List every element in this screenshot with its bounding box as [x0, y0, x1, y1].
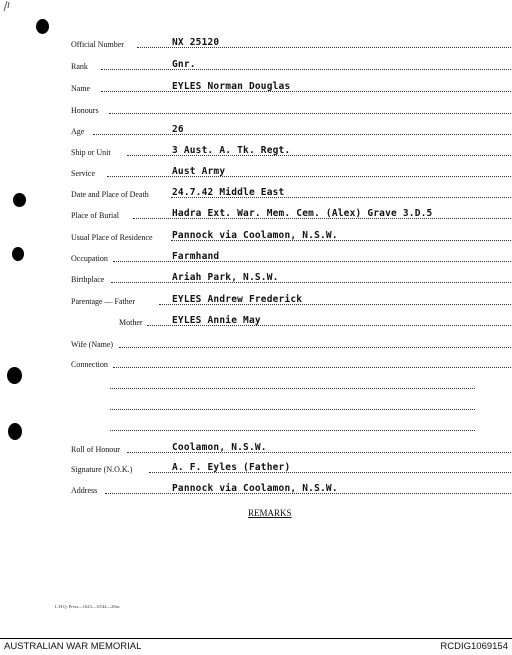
field-dotted-line	[107, 176, 512, 177]
field-dotted-line	[113, 367, 512, 368]
field-label: Age	[71, 127, 85, 136]
blank-dotted-line	[110, 409, 475, 410]
field-label: Service	[71, 169, 95, 178]
field-value: Farmhand	[172, 251, 220, 262]
field-label: Official Number	[71, 40, 124, 49]
printer-note: L.H.Q. Press—1623—10/44—20m.	[55, 604, 121, 609]
field-dotted-line	[101, 91, 512, 92]
field-label: Birthplace	[71, 275, 105, 284]
field-label: Wife (Name)	[71, 340, 114, 349]
field-label: Date and Place of Death	[71, 190, 149, 199]
field-label: Occupation	[71, 254, 108, 263]
archive-footer	[0, 638, 512, 655]
field-value: 3 Aust. A. Tk. Regt.	[172, 145, 291, 156]
field-label: Address	[71, 486, 98, 495]
punch-hole	[12, 247, 24, 261]
field-label: Ship or Unit	[71, 148, 111, 157]
punch-hole	[8, 423, 22, 440]
footer-institution: AUSTRALIAN WAR MEMORIAL	[4, 641, 142, 652]
field-label: Parentage — Father	[71, 297, 135, 306]
field-label: Place of Burial	[71, 211, 119, 220]
field-dotted-line	[119, 347, 512, 348]
field-value: Hadra Ext. War. Mem. Cem. (Alex) Grave 3.D.5	[172, 208, 433, 219]
field-value: NX 25120	[172, 37, 220, 48]
field-value: Ariah Park, N.S.W.	[172, 272, 279, 283]
field-dotted-line	[109, 113, 512, 114]
field-value: EYLES Norman Douglas	[172, 81, 291, 92]
field-label: Usual Place of Residence	[71, 233, 153, 242]
field-label: Honours	[71, 106, 99, 115]
punch-hole	[36, 19, 49, 34]
remarks-heading: REMARKS	[248, 508, 292, 518]
field-value: Pannock via Coolamon, N.S.W.	[172, 483, 338, 494]
field-value: Aust Army	[172, 166, 226, 177]
field-label: Name	[71, 84, 91, 93]
blank-dotted-line	[110, 430, 475, 431]
punch-hole	[13, 193, 26, 207]
blank-dotted-line	[110, 388, 475, 389]
footer-record-id: RCDIG1069154	[440, 641, 508, 652]
field-value: EYLES Annie May	[172, 315, 261, 326]
field-value: EYLES Andrew Frederick	[172, 294, 303, 305]
field-dotted-line	[93, 134, 512, 135]
field-dotted-line	[101, 69, 512, 70]
field-label: Connection	[71, 360, 108, 369]
field-value: Pannock via Coolamon, N.S.W.	[172, 230, 338, 241]
field-label: Signature (N.O.K.)	[71, 465, 133, 474]
field-value: 24.7.42 Middle East	[172, 187, 285, 198]
punch-hole	[7, 367, 22, 384]
field-value: Gnr.	[172, 59, 196, 70]
field-label: Roll of Honour	[71, 445, 120, 454]
field-value: A. F. Eyles (Father)	[172, 462, 291, 473]
field-value: Coolamon, N.S.W.	[172, 442, 267, 453]
corner-mark	[2, 0, 16, 12]
field-label: Rank	[71, 62, 88, 71]
field-value: 26	[172, 124, 184, 135]
field-label: Mother	[119, 318, 143, 327]
